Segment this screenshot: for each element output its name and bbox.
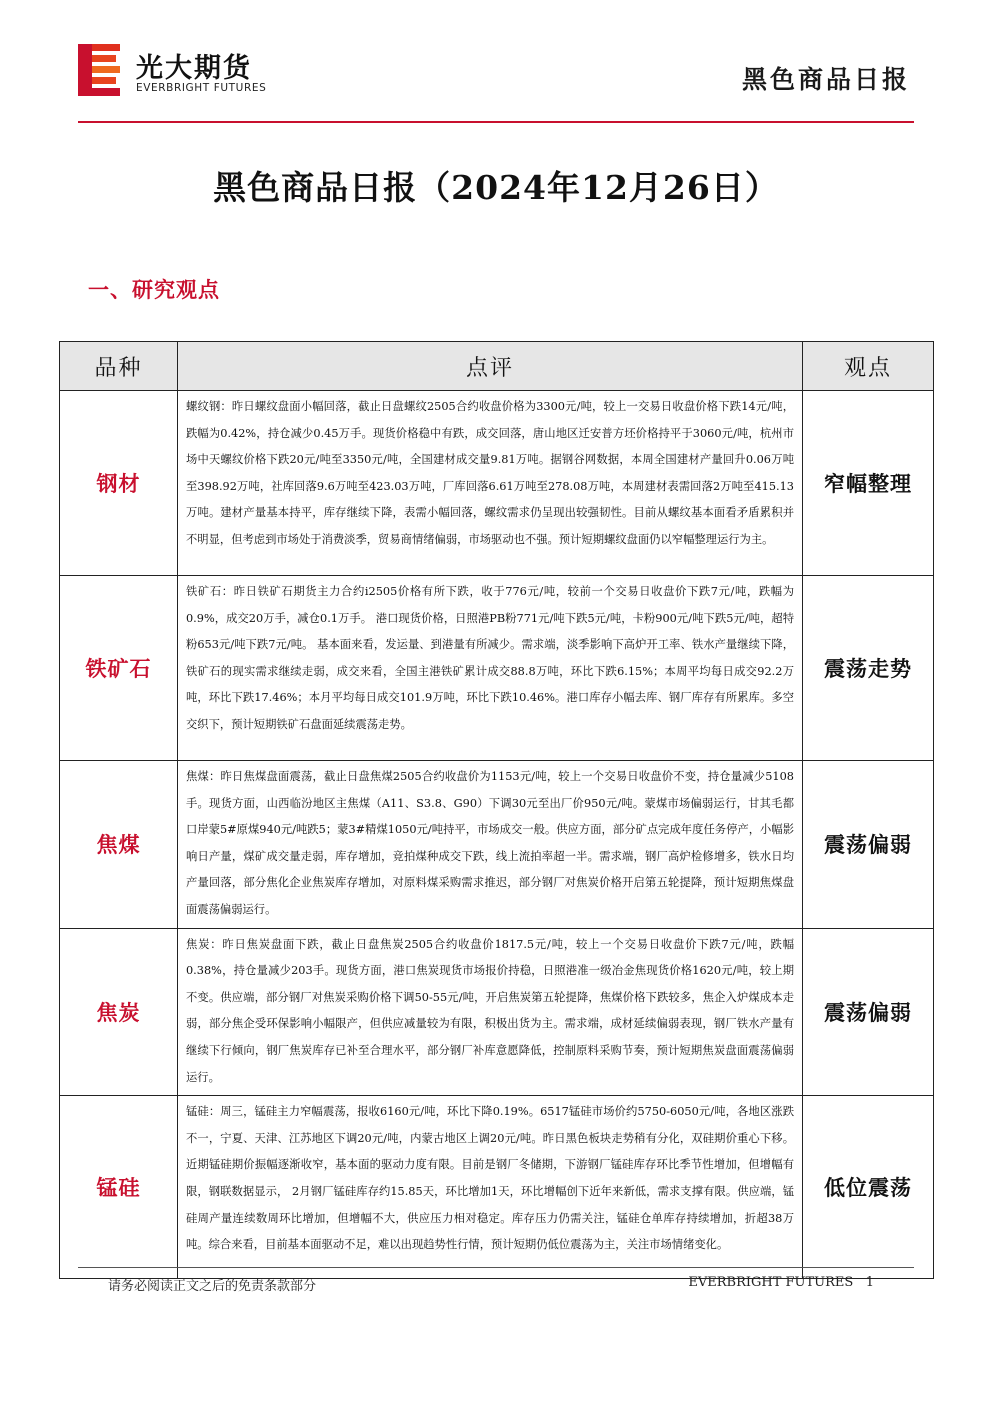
variety-comment: 焦炭：昨日焦炭盘面下跌，截止日盘焦炭2505合约收盘价1817.5元/吨，较上一个交易日收盘价下跌7元/吨，跌幅0.38%，持仓量减少203手。现货方面，港口焦炭现货市场报价持稳，日照港准一级冶金焦现货价格1620元/吨，较上期不变。供应端，部分钢厂对焦炭采购价格下调50-55元/吨，开启焦炭第五轮提降，焦煤价格下跌较多，焦企入炉煤成本走弱，部分焦企受环保影响小幅限产，但供应减量较为有限，积极出货为主。需求端，成材延续偏弱表现，钢厂铁水产量有继续下行倾向，钢厂焦炭库存已补至合理水平，部分钢厂补库意愿降低，控制原料采购节奏，预计短期焦炭盘面震荡偏弱运行。 xyxy=(178,928,803,1096)
header-report-name: 黑色商品日报 xyxy=(741,65,910,94)
header-cell-view: 观点 xyxy=(803,342,934,391)
variety-comment: 焦煤：昨日焦煤盘面震荡，截止日盘焦煤2505合约收盘价为1153元/吨，较上一个交易日收盘价不变，持仓量减少5108手。现货方面，山西临汾地区主焦煤（A11、S3.8、G90）下调30元至出厂价950元/吨。蒙煤市场偏弱运行，甘其毛都口岸蒙5#原煤940元/吨跌5；蒙3#精煤1050元/吨持平，市场成交一般。供应方面，部分矿点完成年度任务停产，小幅影响日产量，煤矿成交量走弱，库存增加，竞拍煤种成交下跌，线上流拍率超一半。需求端，钢厂高炉检修增多，铁水日均产量回落，部分焦化企业焦炭库存增加，对原料煤采购需求推迟，部分钢厂对焦炭价格开启第五轮提降，预计短期焦煤盘面震荡偏弱运行。 xyxy=(178,761,803,929)
logo-text-en: EVERBRIGHT FUTURES xyxy=(136,82,267,94)
page-title: 黑色商品日报（2024年12月26日） xyxy=(213,168,779,207)
variety-name: 锰硅 xyxy=(60,1096,178,1279)
page-number: 1 xyxy=(865,1275,874,1290)
footer-company: EVERBRIGHT FUTURES xyxy=(688,1275,854,1290)
footer-disclaimer: 请务必阅读正文之后的免责条款部分 xyxy=(108,1279,317,1294)
table-row xyxy=(60,1096,934,1279)
header-cell-comment: 点评 xyxy=(178,342,803,391)
page-header xyxy=(0,0,992,130)
variety-comment: 铁矿石：昨日铁矿石期货主力合约i2505价格有所下跌，收于776元/吨，较前一个交易日收盘价下跌7元/吨，跌幅为0.9%，成交20万手，减仓0.1万手。 港口现货价格，日照港PB粉771元/吨下跌5元/吨，卡粉900元/吨下跌5元/吨，超特粉653元/吨下跌7元/吨。 基本面来看，发运量、到港量有所减少。需求端，淡季影响下高炉开工率、铁水产量继续下降，铁矿石的现实需求继续走弱，成交来看，全国主港铁矿累计成交88.8万吨，环比下跌6.15%；本周平均每日成交92.2万吨，环比下跌17.46%；本月平均每日成交101.9万吨，环比下跌10.46%。港口库存小幅去库、钢厂库存有所累库。多空交织下，预计短期铁矿石盘面延续震荡走势。 xyxy=(178,576,803,761)
table-row xyxy=(60,391,934,576)
variety-name: 铁矿石 xyxy=(60,576,178,761)
variety-view: 低位震荡 xyxy=(803,1096,934,1279)
table-row xyxy=(60,576,934,761)
variety-comment: 锰硅：周三，锰硅主力窄幅震荡，报收6160元/吨，环比下降0.19%。6517锰硅市场价约5750-6050元/吨，各地区涨跌不一，宁夏、天津、江苏地区下调20元/吨，内蒙古地区上调20元/吨。昨日黑色板块走势稍有分化，双硅期价重心下移。近期锰硅期价振幅逐渐收窄，基本面的驱动力度有限。目前是钢厂冬储期，下游钢厂锰硅库存环比季节性增加，但增幅有限，钢联数据显示， 2月钢厂锰硅库存约15.85天，环比增加1天，环比增幅创下近年来新低，需求支撑有限。供应端，锰硅周产量连续数周环比增加，但增幅不大，供应压力相对稳定。库存压力仍需关注，锰硅仓单库存持续增加，折超38万吨。综合来看，目前基本面驱动不足，难以出现趋势性行情，预计短期仍低位震荡为主，关注市场情绪变化。 xyxy=(178,1096,803,1279)
research-views-table xyxy=(59,341,934,1279)
section-heading: 一、研究观点 xyxy=(88,277,220,302)
variety-view: 窄幅整理 xyxy=(803,391,934,576)
table-row xyxy=(60,928,934,1096)
variety-name: 焦炭 xyxy=(60,928,178,1096)
company-logo xyxy=(78,44,278,100)
variety-comment: 螺纹钢：昨日螺纹盘面小幅回落，截止日盘螺纹2505合约收盘价格为3300元/吨，较上一交易日收盘价格下跌14元/吨，跌幅为0.42%，持仓减少0.45万手。现货价格稳中有跌，成交回落，唐山地区迁安普方坯价格持平于3060元/吨，杭州市场中天螺纹价格下跌20元/吨至3350元/吨，全国建材成交量9.81万吨。据钢谷网数据，本周全国建材产量回升0.06万吨至398.92万吨，社库回落9.6万吨至423.03万吨，厂库回落6.61万吨至278.08万吨，本周建材表需回落2万吨至415.13万吨。建材产量基本持平，库存继续下降，表需小幅回落，螺纹需求仍呈现出较强韧性。目前从螺纹基本面看矛盾累积并不明显，但考虑到市场处于消费淡季，贸易商情绪偏弱，市场驱动也不强。预计短期螺纹盘面仍以窄幅整理运行为主。 xyxy=(178,391,803,576)
variety-view: 震荡偏弱 xyxy=(803,928,934,1096)
header-divider xyxy=(78,121,914,123)
footer-company-page xyxy=(688,1275,874,1290)
logo-text-cn: 光大期货 xyxy=(136,53,252,84)
variety-name: 焦煤 xyxy=(60,761,178,929)
table-row xyxy=(60,761,934,929)
everbright-logo-icon xyxy=(78,44,120,96)
table-header-row xyxy=(60,342,934,391)
header-cell-variety: 品种 xyxy=(60,342,178,391)
variety-view: 震荡偏弱 xyxy=(803,761,934,929)
variety-name: 钢材 xyxy=(60,391,178,576)
footer-divider xyxy=(78,1267,914,1268)
variety-view: 震荡走势 xyxy=(803,576,934,761)
